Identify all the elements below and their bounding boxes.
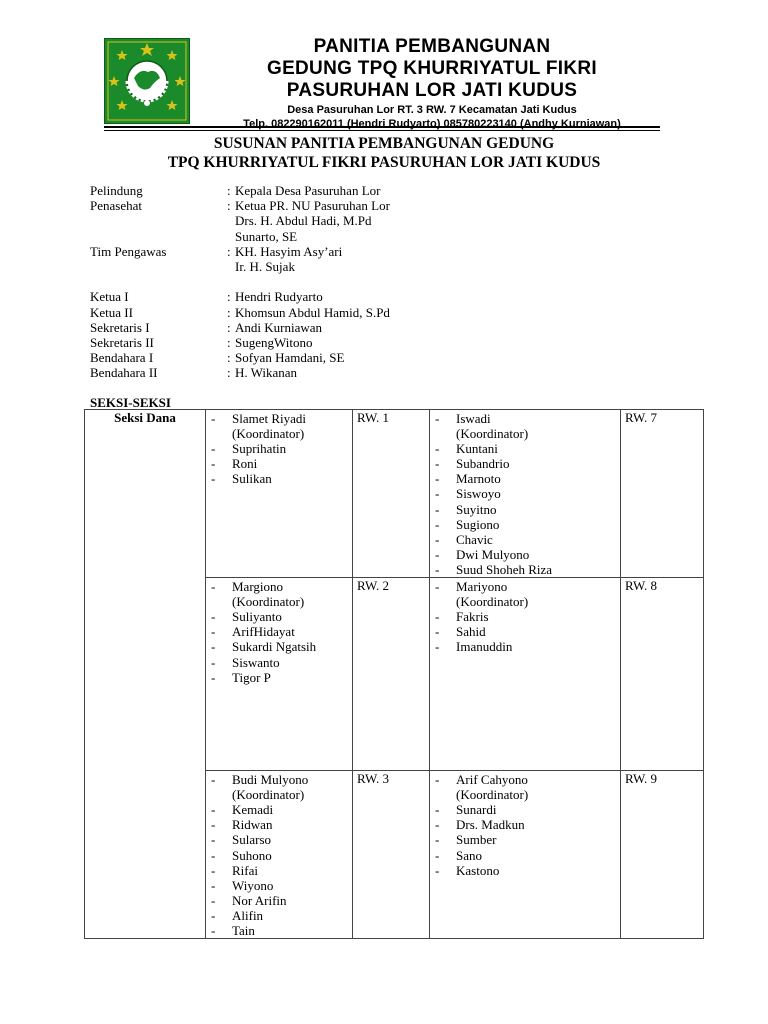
member-name: Kuntani [456,441,498,457]
member-name: Nor Arifin [232,892,287,908]
member-list [206,410,352,486]
official-label: Ketua II [90,304,133,320]
member-name: Sahid [456,624,486,640]
member-name: Siswoyo [456,486,501,502]
member-name: Margiono [232,579,284,595]
member-name: Drs. Madkun [456,817,525,833]
table-row [85,410,704,578]
section-heading: SEKSI-SEKSI [90,395,171,410]
colon: : [227,183,231,198]
list-item [430,486,620,501]
list-dash: - [435,411,440,426]
member-name: (Koordinator) [232,787,305,803]
list-dash: - [435,847,440,863]
official-value: Hendri Rudyarto [235,289,323,305]
rw-cell: RW. 7 [621,410,704,578]
member-list-cell [206,578,353,771]
list-dash: - [435,802,440,818]
list-dash: - [211,624,216,640]
member-name: Sukardi Ngatsih [232,639,317,655]
list-dash: - [211,411,216,426]
member-name: (Koordinator) [232,594,305,610]
member-name: Sunardi [456,802,497,818]
rw-cell: RW. 8 [621,578,704,771]
official-value: Andi Kurniawan [235,319,323,335]
list-dash: - [211,892,216,908]
colon: : [227,365,231,381]
member-list [430,771,620,878]
letterhead-address: Desa Pasuruhan Lor RT. 3 RW. 7 Kecamatan Jati Kudus [287,104,577,116]
letterhead [196,36,668,131]
member-name: Suprihatin [232,441,287,457]
list-item [206,655,352,670]
list-dash: - [211,772,216,788]
member-list [430,578,620,654]
list-item [430,832,620,847]
official-value: Sunarto, SE [235,228,298,244]
list-dash: - [211,877,216,893]
document-title-line1: SUSUNAN PANITIA PEMBANGUNAN GEDUNG [213,135,555,152]
coordinator-item [206,411,352,426]
coordinator-role [430,787,620,802]
list-dash: - [211,609,216,625]
list-dash: - [435,456,440,472]
letterhead-rule-thick [104,126,660,128]
member-name: Sugiono [456,516,500,532]
list-item [206,670,352,685]
list-item [206,802,352,817]
member-name: Kemadi [232,802,274,818]
list-dash: - [435,561,440,577]
official-label: Sekretaris II [90,334,154,350]
list-dash: - [435,471,440,487]
member-list-cell [430,771,621,939]
rw-cell: RW. 3 [353,771,430,939]
member-name: Sulikan [232,471,272,487]
letterhead-phone: Telp. 082290162011 (Hendri Rudyarto) 085780223140 (Andhy Kurniawan) [243,118,621,130]
member-name: Chavic [456,531,493,547]
member-name: Fakris [456,609,489,625]
list-item [430,863,620,878]
member-name: Roni [232,456,258,472]
list-dash: - [211,456,216,472]
list-item [206,471,352,486]
seksi-dana-table [84,409,704,939]
member-name: Subandrio [456,456,510,472]
list-item [430,609,620,624]
list-item [206,609,352,624]
list-item [430,441,620,456]
member-name: Tain [232,922,255,938]
list-dash: - [211,669,216,685]
coordinator-item [430,772,620,787]
rw-cell: RW. 9 [621,771,704,939]
member-name: Rifai [232,862,258,878]
colon: : [227,304,231,320]
list-item [430,456,620,471]
list-item [206,624,352,639]
member-list-cell [430,578,621,771]
official-label: Penasehat [90,198,142,214]
member-name: Sano [456,847,482,863]
member-name: Suud Shoheh Riza [456,561,553,577]
member-list-cell [206,771,353,939]
document-title-line2: TPQ KHURRIYATUL FIKRI PASURUHAN LOR JATI KUDUS [167,154,601,171]
colon: : [227,319,231,335]
official-label: Bendahara I [90,350,154,366]
member-name: Suliyanto [232,609,282,625]
list-item [430,562,620,577]
official-value: Khomsun Abdul Hamid, S.Pd [235,304,390,320]
member-name: ArifHidayat [232,624,295,640]
official-label: Ketua I [90,289,129,305]
member-list-cell [206,410,353,578]
member-name: Budi Mulyono [232,772,309,788]
list-item [206,908,352,923]
seksi-name-cell: Seksi Dana [85,410,206,939]
member-name: Wiyono [232,877,274,893]
letterhead-line2: GEDUNG TPQ KHURRIYATUL FIKRI [266,58,597,79]
member-list-cell [430,410,621,578]
official-value: Drs. H. Abdul Hadi, M.Pd [235,213,372,229]
list-item [430,502,620,517]
member-name: (Koordinator) [456,594,529,610]
list-dash: - [435,531,440,547]
list-dash: - [211,654,216,670]
list-dash: - [211,817,216,833]
list-dash: - [211,471,216,487]
list-item [430,639,620,654]
member-name: Dwi Mulyono [456,546,530,562]
list-item [206,848,352,863]
list-item [206,639,352,654]
list-dash: - [211,832,216,848]
member-name: Ridwan [232,817,273,833]
official-label: Tim Pengawas [90,243,167,259]
member-name: Marnoto [456,471,501,487]
official-value: Ir. H. Sujak [235,258,295,274]
list-dash: - [435,546,440,562]
list-dash: - [211,802,216,818]
colon: : [227,350,231,366]
list-item [206,878,352,893]
member-name: Mariyono [456,579,508,595]
list-item [430,624,620,639]
list-dash: - [435,624,440,640]
official-label: Bendahara II [90,365,158,381]
list-item [430,848,620,863]
member-name: (Koordinator) [456,426,529,442]
coordinator-item [430,411,620,426]
list-item [430,817,620,832]
official-value: H. Wikanan [235,365,298,381]
official-value: SugengWitono [235,334,313,350]
colon: : [227,334,231,350]
letterhead-line1: PANITIA PEMBANGUNAN [313,36,551,57]
coordinator-role [206,787,352,802]
list-item [430,532,620,547]
coordinator-role [430,426,620,441]
member-name: Sumber [456,832,497,848]
member-name: (Koordinator) [232,426,305,442]
list-item [430,802,620,817]
organization-logo [104,38,190,124]
official-value: Ketua PR. NU Pasuruhan Lor [235,198,390,214]
list-item [430,471,620,486]
colon: : [227,289,231,305]
list-dash: - [435,579,440,595]
member-list [430,410,620,577]
member-list [206,578,352,685]
coordinator-item [430,579,620,594]
list-dash: - [211,922,216,938]
list-dash: - [211,847,216,863]
colon: : [227,243,231,259]
list-dash: - [435,832,440,848]
coordinator-item [206,772,352,787]
coordinator-role [206,594,352,609]
list-dash: - [435,486,440,502]
list-dash: - [211,907,216,923]
coordinator-role [206,426,352,441]
list-item [206,832,352,847]
colon: : [227,198,231,214]
member-name: Sularso [232,832,271,848]
list-dash: - [211,441,216,457]
list-dash: - [435,609,440,625]
list-dash: - [211,639,216,655]
official-value: Sofyan Hamdani, SE [235,350,345,366]
official-value: Kepala Desa Pasuruhan Lor [235,183,381,198]
list-item [206,863,352,878]
list-item [206,817,352,832]
official-label: Pelindung [90,183,143,198]
member-name: Alifin [232,907,264,923]
official-value: KH. Hasyim Asy’ari [235,243,343,259]
list-dash: - [435,772,440,788]
list-item [430,517,620,532]
member-name: Suhono [232,847,272,863]
member-name: Tigor P [232,669,271,685]
member-name: (Koordinator) [456,787,529,803]
list-dash: - [435,501,440,517]
member-name: Suyitno [456,501,497,517]
document-title [80,134,688,172]
member-name: Iswadi [456,411,491,426]
rw-cell: RW. 2 [353,578,430,771]
list-dash: - [211,579,216,595]
list-dash: - [435,862,440,878]
list-dash: - [435,639,440,655]
member-name: Slamet Riyadi [232,411,307,426]
member-name: Siswanto [232,654,280,670]
list-dash: - [211,862,216,878]
list-item [206,456,352,471]
list-dash: - [435,516,440,532]
list-item [206,893,352,908]
list-item [430,547,620,562]
coordinator-item [206,579,352,594]
official-label: Sekretaris I [90,319,150,335]
coordinator-role [430,594,620,609]
letterhead-rule-thin [104,130,660,131]
list-item [206,441,352,456]
list-dash: - [435,817,440,833]
member-name: Imanuddin [456,639,513,655]
member-list [206,771,352,938]
list-item [206,923,352,938]
rw-cell: RW. 1 [353,410,430,578]
list-dash: - [435,441,440,457]
member-name: Arif Cahyono [456,772,528,788]
letterhead-line3: PASURUHAN LOR JATI KUDUS [286,80,578,101]
member-name: Kastono [456,862,500,878]
